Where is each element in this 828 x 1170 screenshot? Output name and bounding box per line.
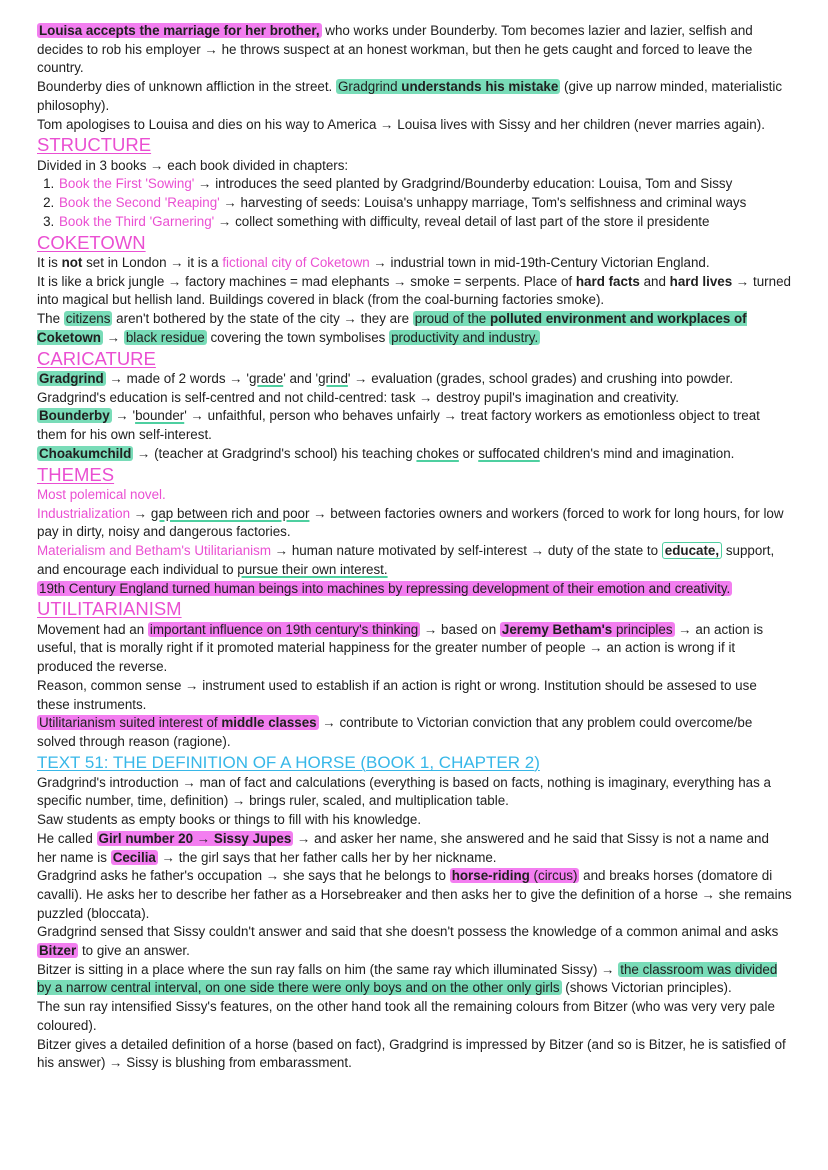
coketown-heading: COKETOWN [37,231,146,253]
caricature-paragraph [37,370,792,389]
text51-paragraph: Gradgrind's introduction → man of fact and calculations (everything is based on facts, nothing is imaginary, everything has a specific number, time, definition) → brings ruler, scaled, and multiplication table. [37,774,771,809]
text: → contribute to Victorian conviction that any problem could overcome/be solved through reason (ragione). [37,715,753,749]
text: → between factories owners and workers (forced to work for long hours, for low pay in dirty, noisy and dangerous factories. [37,505,784,540]
structure-list [37,175,792,231]
notes-page [37,22,792,1073]
text: (circus) [529,868,578,884]
text: → introduces the seed planted by Gradgrind/Bounderby education: Louisa, Tom and Sissy [194,176,733,192]
highlight: important influence on 19th century's thinking [149,621,419,637]
text: → and asker her name, she answered and he said that Sissy is not a name and her name is [37,830,769,865]
underlined-term: pursue their own interest. [237,561,388,577]
themes-heading: THEMES [37,463,115,485]
text: children's mind and imagination. [539,445,735,461]
highlight: Choakumchild [39,445,132,461]
themes-paragraph: Most polemical novel. [37,487,166,503]
text: Gradgrind sensed that Sissy couldn't answer and said that she doesn't possess the knowledge of a common animal and asks [37,924,779,940]
text51-paragraph [37,923,792,960]
text: ' and ' [283,371,319,387]
highlight: Bitzer [39,943,77,959]
themes-paragraph [37,505,792,542]
text: Movement had an [37,621,148,637]
text: understands his mistake [401,79,559,95]
text: → [102,329,124,345]
text51-paragraph [37,830,792,867]
text: middle classes [221,715,317,731]
text: Bounderby dies of unknown affliction in the street. [37,79,336,95]
boxed-term: educate, [662,542,722,559]
text51-paragraph [37,961,792,998]
caricature-paragraph: Gradgrind's education is self-centred and not child-centred: task → destroy pupil's imagination and creativity. [37,389,679,405]
text51-paragraph [37,867,792,923]
text: ' → evaluation (grades, school grades) and crushing into powder. [347,371,734,387]
text: proud of the [414,311,490,327]
text: who works under Bounderby. Tom becomes lazier and lazier, selfish and decides to rob his employer → he throws suspect at an honest workman, but then he gets caught and forced to leave the country. [37,23,753,76]
text: He called [37,830,97,846]
text: hard facts [575,273,640,289]
text: Industrialization [37,505,131,521]
text: → (teacher at Gradgrind's school) his teaching [133,445,417,461]
text: fictional city of Coketown [222,255,370,271]
themes-paragraph [37,580,792,599]
text: The [37,311,64,327]
text51-paragraph: Bitzer gives a detailed definition of a horse (based on fact), Gradgrind is impressed by Bitzer (and so is Bitzer, he is satisfied of his answer) → Sissy is blushing from embarassment. [37,1036,786,1071]
highlight: Bounderby [39,408,110,424]
highlight [37,715,319,730]
text: hard lives [669,273,733,289]
text: horse-riding [451,868,530,884]
structure-intro: Divided in 3 books → each book divided in chapters: [37,157,349,173]
utilitarianism-heading: UTILITARIANISM [37,598,182,620]
book-title: Book the Second 'Reaping' [59,195,220,211]
themes-paragraph [37,542,792,579]
utilitarianism-paragraph [37,621,792,677]
underlined-term: grind [318,371,348,387]
highlight: citizens [65,311,111,327]
text: → the girl says that her father calls her by her nickname. [157,849,497,865]
text: set in London → it is a [82,255,223,271]
underlined-term: grade [248,371,284,387]
text: (shows Victorian principles). [561,980,732,996]
text: → industrial town in mid-19th-Century Victorian England. [369,255,710,271]
text: → turned into magical but hellish land. Buildings covered in black (from the coal-burning factories smoke). [37,273,791,308]
highlight [500,622,675,637]
caricature-paragraph [37,407,792,444]
text: → based on [420,621,500,637]
text: and breaks horses (domatore di cavalli). He asks her to describe her father as a Horsebreaker and then asks her to give the definition of a horse → she remains puzzled (bloccata). [37,868,792,921]
text51-paragraph: Saw students as empty books or things to fill with his knowledge. [37,812,422,828]
coketown-paragraph [37,310,792,347]
utilitarianism-paragraph [37,714,792,751]
text: → made of 2 words → ' [105,371,249,387]
text: support, and encourage each individual to [37,543,775,577]
plot-paragraph [37,78,792,115]
highlight: productivity and industry. [391,329,539,345]
text: covering the town symbolises [206,329,390,345]
utilitarianism-paragraph: Reason, common sense → instrument used to establish if an action is right or wrong. Institution should be assesed to use these instruments. [37,677,757,712]
caricature-paragraph [37,445,792,464]
highlight [450,868,580,883]
text: → harvesting of seeds: Louisa's unhappy marriage, Tom's selfishness and criminal ways [219,195,747,211]
text: or [458,445,479,461]
text: principles [612,621,673,637]
highlight: Girl number 20 → Sissy Jupes [98,830,292,846]
underlined-term: chokes [416,445,459,461]
text: → [130,505,151,521]
text: (give up narrow minded, materialistic philosophy). [37,79,783,113]
text: not [61,255,83,271]
text: → an action is useful, that is morally right if it promoted material happiness for the greater number of people → an action is wrong if it produced the reverse. [37,621,764,675]
text: Materialism and Betham's Utilitarianism [37,543,271,559]
coketown-paragraph [37,273,792,310]
text: and [639,273,670,289]
structure-heading: STRUCTURE [37,134,152,156]
text: Utilitarianism suited interest of [39,715,222,731]
text: to give an answer. [78,943,190,959]
list-item [58,175,792,194]
highlight: Gradgrind [39,371,104,387]
text: polluted environment and workplaces of Coketown [37,311,747,345]
book-title: Book the Third 'Garnering' [59,213,215,229]
plot-paragraph: Tom apologises to Louisa and dies on his way to America → Louisa lives with Sissy and her children (never marries again). [37,116,765,132]
text: aren't bothered by the state of the city → they are [112,311,413,327]
coketown-paragraph [37,254,792,273]
list-item [58,194,792,213]
plot-paragraph [37,22,792,78]
underlined-term: bounder [135,408,185,424]
caricature-heading: CARICATURE [37,347,156,369]
highlight [336,79,560,94]
text51-paragraph: The sun ray intensified Sissy's features, on the other hand took all the remaining colours from Bitzer (who was very very pale coloured). [37,999,775,1033]
highlight: black residue [125,329,205,345]
text: It is like a brick jungle → factory machines = mad elephants → smoke = serpents. Place of [37,273,576,289]
underlined-term: gap between rich and poor [150,505,310,521]
text: Gradgrind [338,79,402,95]
highlight: the classroom was divided by a narrow central interval, on one side there were only boys and on the other only girls [37,961,778,996]
book-title: Book the First 'Sowing' [59,176,195,192]
text: → ' [111,408,136,424]
text: Bitzer is sitting in a place where the sun ray falls on him (the same ray which illuminated Sissy) → [37,961,619,977]
text: → collect something with difficulty, reveal detail of last part of the store il presidente [214,213,710,229]
underlined-term: suffocated [478,445,540,461]
highlight: Cecilia [112,849,156,865]
highlight: Louisa accepts the marriage for her brother, [39,23,320,38]
text: It is [37,255,62,271]
list-item [58,213,792,232]
text: ' → unfaithful, person who behaves unfairly → treat factory workers as emotionless object to treat them for his own self-interest. [37,408,760,443]
highlight: 19th Century England turned human beings into machines by repressing development of their emotion and creativity. [39,580,731,596]
text: Gradgrind asks he father's occupation → she says that he belongs to [37,868,450,884]
text: → human nature motivated by self-interest → duty of the state to [271,543,662,559]
text: Jeremy Betham's [501,621,613,637]
text51-heading: TEXT 51: THE DEFINITION OF A HORSE (BOOK 1, CHAPTER 2) [37,752,540,772]
